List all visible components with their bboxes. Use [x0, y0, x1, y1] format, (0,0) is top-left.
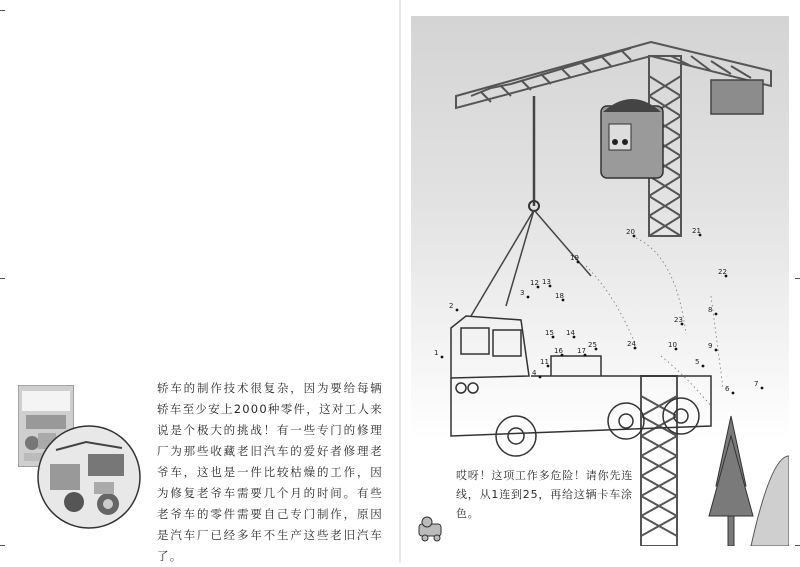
dot-6	[732, 392, 735, 395]
dot-label-3: 3	[520, 289, 525, 297]
dot-label-25: 25	[588, 341, 597, 349]
dot-label-19: 19	[570, 254, 579, 262]
dot-2	[456, 309, 459, 312]
dot-3	[527, 296, 530, 299]
dot-label-10: 10	[668, 341, 677, 349]
dot-label-11: 11	[540, 358, 549, 366]
dot-label-2: 2	[449, 302, 454, 310]
instruction-text: 哎呀！这项工作多危险！请你先连线，从1连到25，再给这辆卡车涂色。	[456, 469, 633, 520]
dot-8	[715, 313, 718, 316]
dot-label-16: 16	[554, 347, 563, 355]
dot-label-18: 18	[555, 292, 564, 300]
dot-label-24: 24	[627, 340, 636, 348]
dot-label-14: 14	[566, 329, 575, 337]
dot-label-15: 15	[545, 329, 554, 337]
dot-label-13: 13	[542, 278, 551, 286]
dot-label-9: 9	[708, 342, 713, 350]
dot-label-1: 1	[434, 349, 439, 357]
dot-label-23: 23	[674, 316, 683, 324]
dot-5	[702, 365, 705, 368]
dot-label-8: 8	[708, 306, 713, 314]
dot-9	[715, 349, 718, 352]
dot-label-17: 17	[577, 347, 586, 355]
dot-4	[539, 376, 542, 379]
dot-label-5: 5	[695, 358, 700, 366]
dot-label-7: 7	[754, 380, 759, 388]
dot-label-12: 12	[530, 279, 539, 287]
dot-label-20: 20	[626, 228, 635, 236]
dot-label-6: 6	[725, 385, 730, 393]
body-paragraph: 轿车的制作技术很复杂，因为要给每辆轿车至少安上2000种零件，这对工人来说是个极大的挑战！有一些专门的修理厂为那些收藏老旧汽车的爱好者修理老爷车，这也是一件比较枯燥的工作，因为修复老爷车需要几个月的时间。有些老爷车的零件需要自己专门制作，原因是汽车厂已经多年不生产这些老旧汽车了。	[157, 381, 383, 563]
dot-label-22: 22	[718, 268, 727, 276]
dot-1	[441, 356, 444, 359]
dot-label-4: 4	[532, 369, 537, 377]
dot-7	[761, 387, 764, 390]
dot-label-21: 21	[692, 227, 701, 235]
